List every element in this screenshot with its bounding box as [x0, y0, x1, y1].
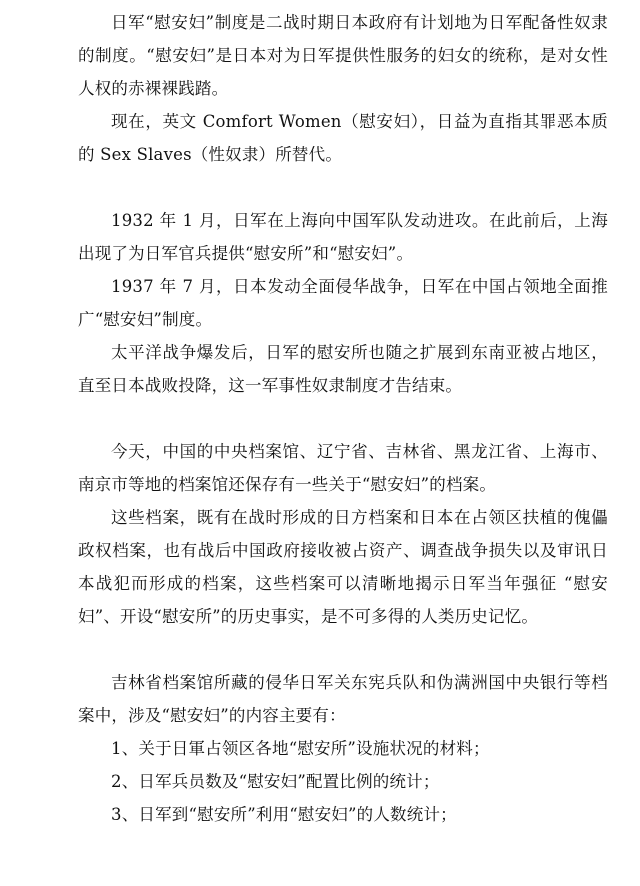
document-page — [78, 6, 608, 831]
section-archives — [78, 435, 608, 633]
paragraph-1937: 1937 年 7 月，日本发动全面侵华战争，日军在中国占领地全面推广“慰安妇”制度。 — [78, 277, 608, 329]
paragraph-jilin-intro: 吉林省档案馆所藏的侵华日军关东宪兵队和伪满洲国中央银行等档案中，涉及“慰安妇”的内容主要有： — [78, 673, 608, 725]
paragraph-1932: 1932 年 1 月，日军在上海向中国军队发动进攻。在此前后，上海出现了为日军官兵提供“慰安所”和“慰安妇”。 — [78, 211, 608, 263]
paragraph-terminology: 现在，英文 Comfort Women（慰安妇），日益为直指其罪恶本质的 Sex Slaves（性奴隶）所替代。 — [78, 112, 608, 164]
section-jilin — [78, 666, 608, 831]
paragraph-archives-today: 今天，中国的中央档案馆、辽宁省、吉林省、黑龙江省、上海市、南京市等地的档案馆还保存有一些关于“慰安妇”的档案。 — [78, 442, 608, 494]
paragraph-pacific-war: 太平洋战争爆发后，日军的慰安所也随之扩展到东南亚被占地区，直至日本战败投降，这一军事性奴隶制度才告结束。 — [78, 343, 608, 395]
paragraph-archives-content: 这些档案，既有在战时形成的日方档案和日本在占领区扶植的傀儡政权档案，也有战后中国政府接收被占资产、调查战争损失以及审讯日本战犯而形成的档案，这些档案可以清晰地揭示日军当年强征 “慰安妇”、开设“慰安所”的历史事实，是不可多得的人类历史记忆。 — [78, 508, 608, 626]
section-gap — [78, 402, 608, 435]
section-history — [78, 204, 608, 402]
list-item: 2、日军兵员数及“慰安妇”配置比例的统计； — [111, 772, 440, 791]
list-item: 3、日军到“慰安所”利用“慰安妇”的人数统计； — [111, 805, 457, 824]
section-gap — [78, 171, 608, 204]
list-item: 1、关于日軍占领区各地“慰安所”设施状况的材料； — [111, 739, 490, 758]
section-definition — [78, 6, 608, 171]
section-gap — [78, 633, 608, 666]
paragraph-definition: 日军“慰安妇”制度是二战时期日本政府有计划地为日军配备性奴隶的制度。“慰安妇”是日本对为日军提供性服务的妇女的统称，是对女性人权的赤裸裸践踏。 — [78, 13, 608, 98]
